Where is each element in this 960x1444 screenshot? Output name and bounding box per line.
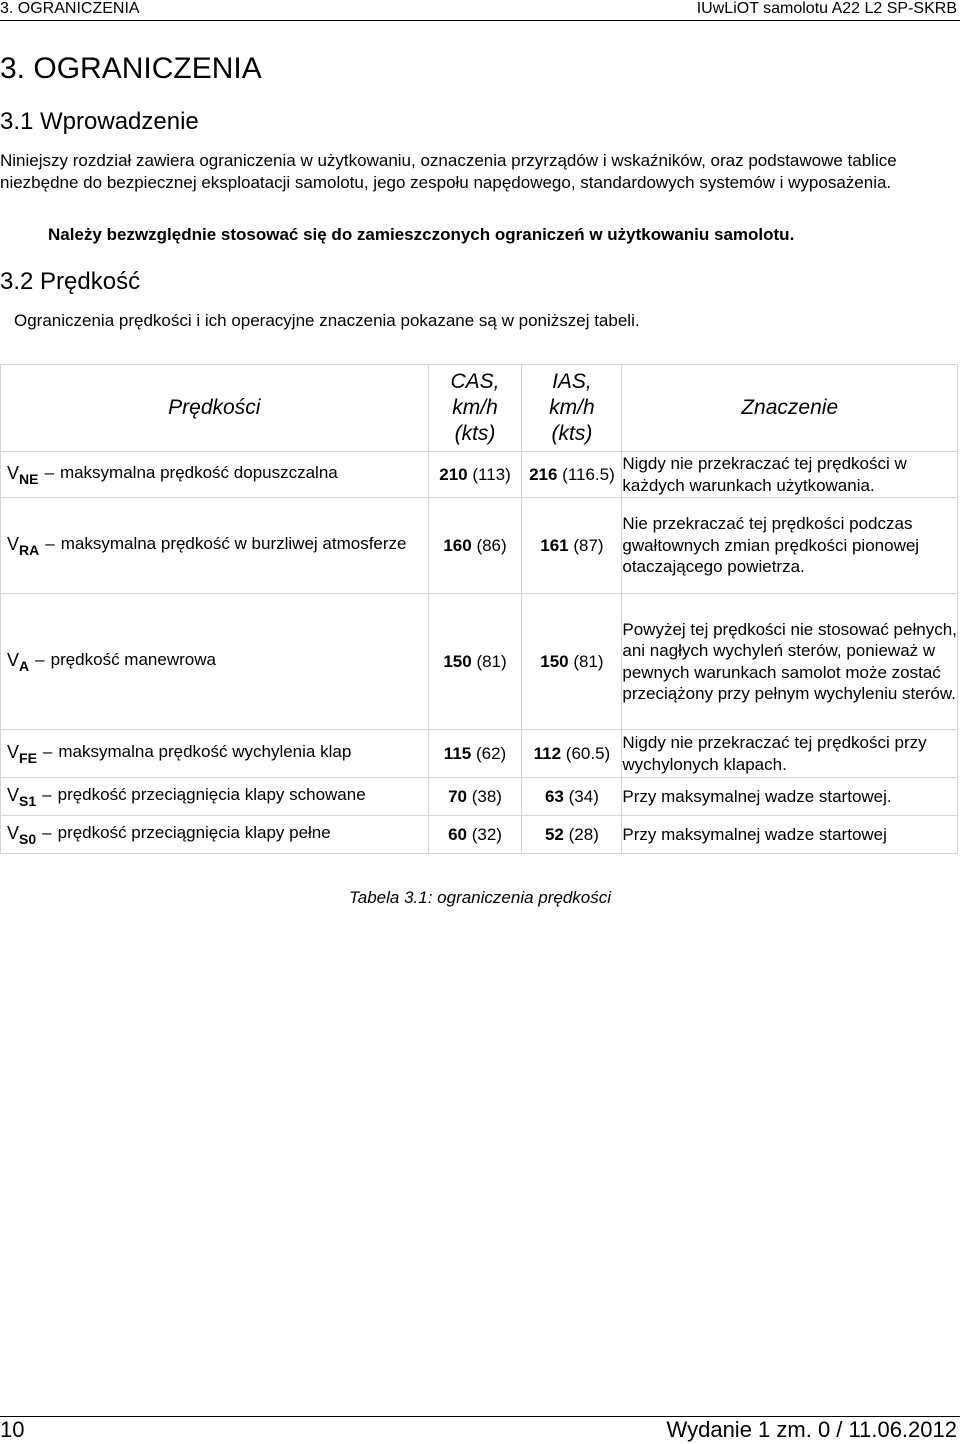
ias-kmh: 161	[540, 536, 569, 555]
speed-name-cell	[1, 816, 429, 854]
speed-name: prędkość manewrowa	[50, 649, 216, 669]
ias-cell	[522, 594, 622, 730]
cas-cell	[428, 452, 522, 498]
ias-cell	[522, 816, 622, 854]
table-row	[1, 730, 958, 778]
speed-symbol: $V_{FE}$	[7, 741, 37, 766]
cas-cell	[428, 816, 522, 854]
meaning-cell: Nigdy nie przekraczać tej prędkości w każdych warunkach użytkowania.	[622, 452, 958, 498]
speed-name-cell	[1, 452, 429, 498]
cas-kmh: 210	[439, 465, 468, 484]
speed-symbol: $V_A$	[7, 649, 30, 674]
page-header	[0, 0, 960, 22]
cas-kmh: 150	[443, 652, 472, 671]
ias-kts: (60.5)	[565, 744, 611, 763]
ias-cell	[522, 778, 622, 816]
meaning-cell: Powyżej tej prędkości nie stosować pełnych, ani nagłych wychyleń sterów, ponieważ w pewnych warunkach samolot może zostać przeciążony przy pełnym wychyleniu sterów.	[622, 594, 958, 730]
header-rule	[0, 20, 960, 21]
dash: –	[42, 784, 52, 804]
ias-kmh: 112	[533, 744, 562, 763]
meaning-cell: Przy maksymalnej wadze startowej	[622, 816, 958, 854]
table-row	[1, 816, 958, 854]
speed-name-cell	[1, 498, 429, 594]
ias-kts: (28)	[568, 825, 599, 844]
ias-cell	[522, 452, 622, 498]
speed-name-cell	[1, 594, 429, 730]
meaning-cell: Przy maksymalnej wadze startowej.	[622, 778, 958, 816]
table-row	[1, 778, 958, 816]
dash: –	[45, 533, 55, 553]
edition-info: Wydanie 1 zm. 0 / 11.06.2012	[666, 1417, 957, 1442]
table-row	[1, 452, 958, 498]
section-3-1-text: Niniejszy rozdział zawiera ograniczenia w użytkowaniu, oznaczenia przyrządów i wskaźników, oraz podstawowe tablice niezbędne do bezpiecznej eksploatacji samolotu, jego zespołu napędowego, standardowych systemów i wyposażenia.	[0, 151, 897, 192]
cas-kts: (38)	[471, 787, 502, 806]
warning-text: Należy bezwzględnie stosować się do zamieszczonych ograniczeń w użytkowaniu samolotu.	[48, 225, 795, 244]
cas-kmh: 160	[443, 536, 472, 555]
ias-kts: (116.5)	[562, 465, 615, 484]
speed-symbol: $V_{S0}$	[7, 822, 37, 847]
table-caption: Tabela 3.1: ograniczenia prędkości	[348, 888, 612, 907]
header-chapter: 3. OGRANICZENIA	[0, 0, 140, 17]
chapter-title: 3. OGRANICZENIA	[0, 52, 262, 85]
ias-kmh: 150	[540, 652, 569, 671]
section-3-2-title: 3.2 Prędkość	[0, 268, 141, 295]
speed-limits-table	[0, 364, 958, 854]
speed-name-cell	[1, 778, 429, 816]
cas-kmh: 115	[443, 744, 472, 763]
speed-name: maksymalna prędkość w burzliwej atmosferze	[60, 533, 407, 553]
meaning-cell: Nigdy nie przekraczać tej prędkości przy wychylonych klapach.	[622, 730, 958, 778]
dash: –	[35, 649, 45, 669]
cas-cell	[428, 594, 522, 730]
header-cas: CAS, km/h (kts)	[428, 365, 522, 452]
header-speeds: Prędkości	[1, 365, 429, 452]
speed-name: prędkość przeciągnięcia klapy schowane	[57, 784, 366, 804]
cas-kmh: 60	[448, 825, 467, 844]
speed-symbol: $V_{S1}$	[7, 784, 37, 809]
speed-name: maksymalna prędkość dopuszczalna	[59, 462, 338, 482]
section-3-2-text: Ograniczenia prędkości i ich operacyjne znaczenia pokazane są w poniższej tabeli.	[14, 311, 640, 330]
table-header-row	[1, 365, 958, 452]
ias-kmh: 216	[529, 465, 558, 484]
speed-symbol: $V_{NE}$	[7, 462, 39, 487]
page-number: 10	[0, 1417, 25, 1442]
header-document-title: IUwLiOT samolotu A22 L2 SP-SKRB	[696, 0, 957, 17]
cas-kts: (62)	[475, 744, 507, 763]
speed-symbol: $V_{RA}$	[7, 533, 40, 558]
speed-name-cell	[1, 730, 429, 778]
meaning-cell: Nie przekraczać tej prędkości podczas gwałtownych zmian prędkości pionowej otaczającego powietrza.	[622, 498, 958, 594]
header-ias: IAS, km/h (kts)	[522, 365, 622, 452]
cas-kmh: 70	[448, 787, 467, 806]
cas-cell	[428, 778, 522, 816]
ias-cell	[522, 730, 622, 778]
speed-name: maksymalna prędkość wychylenia klap	[58, 741, 352, 761]
section-3-1-title: 3.1 Wprowadzenie	[0, 108, 199, 135]
dash: –	[42, 741, 53, 761]
cas-cell	[428, 730, 522, 778]
ias-cell	[522, 498, 622, 594]
ias-kts: (87)	[573, 536, 604, 555]
ias-kmh: 52	[544, 825, 564, 844]
dash: –	[44, 462, 54, 482]
ias-kts: (34)	[568, 787, 599, 806]
ias-kts: (81)	[573, 652, 604, 671]
dash: –	[42, 822, 52, 842]
cas-kts: (86)	[476, 536, 507, 555]
table-row	[1, 594, 958, 730]
cas-kts: (81)	[476, 652, 507, 671]
ias-kmh: 63	[544, 787, 564, 806]
cas-kts: (113)	[472, 465, 511, 484]
cas-cell	[428, 498, 522, 594]
table-row	[1, 498, 958, 594]
header-meaning: Znaczenie	[622, 365, 958, 452]
cas-kts: (32)	[471, 825, 502, 844]
speed-name: prędkość przeciągnięcia klapy pełne	[57, 822, 331, 842]
